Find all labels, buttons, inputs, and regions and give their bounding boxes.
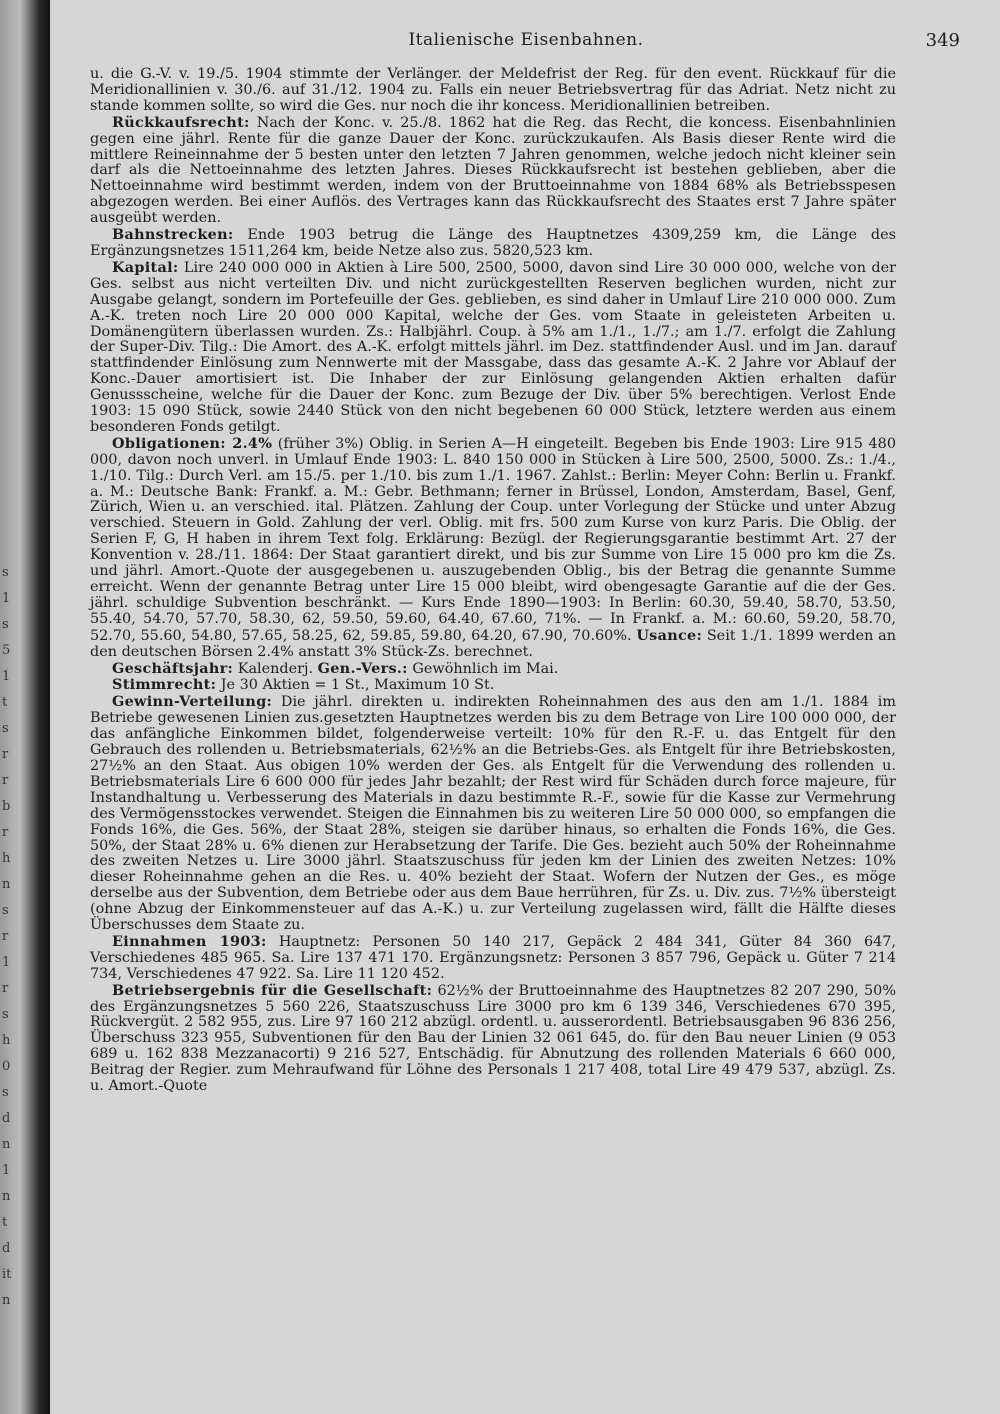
page-header — [92, 30, 960, 54]
paragraph-einnahmen: Einnahmen 1903: Hauptnetz: Personen 50 140 217, Gepäck 2 484 341, Güter 84 360 647, Verschiedenes 485 965. Sa. Lire 137 471 170. Ergänzungsnetz: Personen 3 857 796, Gepäck u. Güter 7 214 734, Verschiedenes 47 922. Sa. Lire 11 120 452. — [90, 932, 896, 982]
margin-fragment: it — [2, 1267, 12, 1282]
margin-fragment: s — [2, 721, 9, 736]
margin-fragment: 1 — [2, 1163, 11, 1178]
paragraph-gewinn-verteilung: Gewinn-Verteilung: Die jährl. direkten u. indirekten Roheinnahmen des aus den am 1./1. 1884 im Betriebe gewesenen Linien zus.gesetzten Hauptnetzes werden bis zu dem Betrage von Lire 100 000 000, der das anfängliche Einkommen bildet, folgenderweise verteilt: 10% für den R.-F. u. das Entgelt für den Gebrauch des rollenden u. Betriebsmaterials, 62½% an die Betriebs-Ges. als Entgelt für ihre Betriebskosten, 27½% an den Staat. Aus obigen 10% werden der Ges. als Entgelt für die Verwendung des rollenden u. Betriebsmaterials Lire 6 600 000 für jedes Jahr bezahlt; der Rest wird für Schäden durch force majeure, für Instandhaltung u. Verbesserung des Materials in dazu bestimmte R.-F., sowie für die Kasse zur Vermehrung des Vermögensstockes verwendet. Steigen die Einnahmen bis zu weiteren Lire 50 000 000, so empfangen die Fonds 16%, die Ges. 56%, der Staat 28%, steigen sie darüber hinaus, so erhalten die Fonds 16%, die Ges. 50%, der Staat 28% u. 6% dienen zur Herabsetzung der Tarife. Die Ges. bezieht auch 50% der Roheinnahme des zweiten Netzes u. Lire 3000 jährl. Staatszuschuss für jeden km der Linien des zweiten Netzes: 10% dieser Roheinnahme gehen an die Res. u. 40% bezieht der Staat. Wofern der Nutzen der Ges., es möge derselbe aus der Subvention, dem Betriebe oder aus dem Baue herrühren, für Zs. u. Div. zus. 7½% übersteigt (ohne Abzug der Einkommensteuer auf das A.-K.) u. zur Verteilung zugelassen wird, fällt die Hälfte dieses Überschusses dem Staate zu. — [90, 693, 896, 934]
margin-fragment: n — [2, 1137, 11, 1152]
paragraph-bahnstrecken: Bahnstrecken: Ende 1903 betrug die Länge des Hauptnetzes 4309,259 km, die Länge des Ergänzungsnetzes 1511,264 km, beide Netze also zus. 5820,523 km. — [90, 226, 896, 259]
page-number: 349 — [925, 30, 960, 51]
margin-fragment: s — [2, 1085, 9, 1100]
margin-fragment: h — [2, 1033, 11, 1048]
paragraph-rueckkaufsrecht: Rückkaufsrecht: Nach der Konc. v. 25./8. 1862 hat die Reg. das Recht, die koncess. Eisenbahnlinien gegen eine jährl. Rente für die ganze Dauer der Konc. zurückzukaufen. Als Basis dieser Rente wird die mittlere Reineinnahme der 5 besten unter den letzten 7 Jahren genommen, welche jedoch nicht kleiner sein darf als die Nettoeinnahme des letzten Jahres. Dieses Rückkaufsrecht ist bestehen geblieben, aber die Nettoeinnahme wird bestimmt werden, indem von der Bruttoeinnahme von 1884 68% als Betriebsspesen abgezogen werden. Bei einer Auflös. des Vertrages kann das Rückkaufsrecht des Staates erst 7 Jahre später ausgeübt werden. — [90, 113, 896, 227]
margin-fragment: n — [2, 1293, 11, 1308]
body-text — [90, 66, 896, 1095]
section-label: Obligationen: 2.4% — [112, 434, 273, 452]
margin-fragment: n — [2, 877, 11, 892]
margin-fragment: r — [2, 747, 9, 762]
section-label: Bahnstrecken: — [112, 226, 234, 244]
paragraph-kapital: Kapital: Lire 240 000 000 in Aktien à Lire 500, 2500, 5000, davon sind Lire 30 000 000, welche von der Ges. selbst aus nicht verteilten Div. und nicht zurückgestellten Reserven beglichen wurden, nicht zur Ausgabe gelangt, sondern im Portefeuille der Ges. geblieben, es sind daher in Umlauf Lire 210 000 000. Zum A.-K. treten noch Lire 20 000 000 Kapital, welche der Ges. vom Staate in geleisteten Arbeiten u. Domänengütern überlassen wurden. Zs.: Halbjährl. Coup. à 5% am 1./1., 1./7.; am 1./7. erfolgt die Zahlung der Super-Div. Tilg.: Die Amort. des A.-K. erfolgt mittels jährl. im Dez. stattfindender Ausl. und im Jan. darauf stattfindender Einlösung zum Nennwerte mit der Massgabe, dass das gesamte A.-K. 2 Jahre vor Ablauf der Konc.-Dauer amortisiert ist. Die Inhaber der zur Einlösung gelangenden Aktien erhalten dafür Genussscheine, welche für die Dauer der Konc. zum Bezuge der Div. über 5% berechtigen. Verlost Ende 1903: 15 090 Stück, sowie 2440 Stück von den nicht begebenen 60 000 Stück, letztere werden aus einem besonderen Fonds getilgt. — [90, 258, 896, 435]
section-label: Gewinn-Verteilung: — [112, 693, 273, 711]
section-label: Stimmrecht: — [112, 676, 217, 694]
running-title: Italienische Eisenbahnen. — [408, 30, 644, 50]
margin-fragment: s — [2, 1007, 9, 1022]
margin-fragment: n — [2, 1189, 11, 1204]
margin-fragment: d — [2, 1241, 11, 1256]
section-label: Gen.-Vers.: — [317, 659, 408, 677]
section-label: Einnahmen 1903: — [112, 932, 267, 950]
margin-fragment: t — [2, 695, 8, 710]
margin-fragment: s — [2, 617, 9, 632]
margin-fragment: r — [2, 981, 9, 996]
margin-fragment: d — [2, 1111, 11, 1126]
margin-fragment: r — [2, 825, 9, 840]
margin-fragment: h — [2, 851, 11, 866]
facing-page-margin-fragments — [2, 560, 22, 1314]
margin-fragment: 1 — [2, 591, 11, 606]
section-label: Kapital: — [112, 258, 179, 276]
margin-fragment: t — [2, 1215, 8, 1230]
margin-fragment: 5 — [2, 643, 11, 658]
margin-fragment: b — [2, 799, 11, 814]
margin-fragment: s — [2, 903, 9, 918]
margin-fragment: 1 — [2, 669, 11, 684]
margin-fragment: 1 — [2, 955, 11, 970]
paragraph-betriebsergebnis: Betriebsergebnis für die Gesellschaft: 62½% der Bruttoeinnahme des Hauptnetzes 82 207 290, 50% des Ergänzungsnetzes 5 560 226, Staatszuschuss Lire 3000 pro km 6 139 346, Verschiedenes 670 395, Rückvergüt. 2 582 955, zus. Lire 97 160 212 abzügl. ordentl. u. ausserordentl. Betriebsausgaben 96 836 256, Überschuss 323 955, Subventionen für den Bau der Linien 32 061 645, do. für den Bau neuer Linien (9 053 689 u. 162 838 Mezzanacorti) 9 216 527, Entschädig. für Abnutzung des rollenden Materials 6 660 000, Beitrag der Regier. zum Mehraufwand für Löhne des Personals 1 217 408, total Lire 49 479 537, abzügl. Zs. u. Amort.-Quote — [90, 981, 896, 1095]
section-label: Betriebsergebnis für die Gesellschaft: — [112, 981, 433, 999]
section-label: Usance: — [636, 626, 703, 644]
margin-fragment: s — [2, 565, 9, 580]
paragraph-obligationen: Obligationen: 2.4% (früher 3%) Oblig. in Serien A—H eingeteilt. Begeben bis Ende 1903: Lire 915 480 000, davon noch unverl. in Umlauf Ende 1903: L. 840 150 000 in Stücken à Lire 500, 2500, 5000. Zs.: 1./4., 1./10. Tilg.: Durch Verl. am 15./5. per 1./10. bis zum 1./1. 1967. Zahlst.: Berlin: Meyer Cohn: Berlin u. Frankf. a. M.: Deutsche Bank: Frankf. a. M.: Gebr. Bethmann; ferner in Brüssel, London, Amsterdam, Basel, Genf, Zürich, Wien u. an verschied. ital. Plätzen. Zahlung der Coup. unter Vorlegung der Stücke und unter Abzug verschied. Steuern in Gold. Zahlung der verl. Oblig. mit frs. 500 zum Kurse von kurz Paris. Die Oblig. der Serien F, G, H haben in ihrem Text folg. Erklärung: Bezügl. der Regierungsgarantie bestimmt Art. 27 der Konvention v. 28./11. 1864: Der Staat garantiert direkt, und bis zur Summe von Lire 15 000 pro km die Zs. und jährl. Amort.-Quote der ausgegebenen u. auszugebenden Oblig., bis der Betrag die genannte Summe erreicht. Wenn der genannte Betrag unter Lire 15 000 bleibt, wird obengesagte Garantie auf die der Ges. jährl. schuldige Subvention beschränkt. — Kurs Ende 1890—1903: In Berlin: 60.30, 59.40, 58.70, 53.50, 55.40, 54.70, 57.70, 58.30, 62, 59.50, 59.60, 64.40, 67.60, 71%. — In Frankf. a. M.: 60.60, 59.20, 58.70, 52.70, 55.60, 54.80, 57.65, 58.25, 62, 59.85, 59.80, 64.20, 67.90, 70.60%. Usance: Seit 1./1. 1899 werden an den deutschen Börsen 2.4% anstatt 3% Stück-Zs. berechnet. — [90, 434, 896, 660]
margin-fragment: r — [2, 773, 9, 788]
section-label: Geschäftsjahr: — [112, 659, 234, 677]
margin-fragment: 0 — [2, 1059, 11, 1074]
margin-fragment: r — [2, 929, 9, 944]
paragraph-stimmrecht: Stimmrecht: Je 30 Aktien = 1 St., Maximum 10 St. — [112, 676, 495, 694]
document-page — [52, 0, 1000, 1414]
paragraph-meldefrist: u. die G.-V. v. 19./5. 1904 stimmte der Verlänger. der Meldefrist der Reg. für den event. Rückkauf für die Meridionallinien v. 30./6. auf 31./12. 1904 zu. Falls ein neuer Betriebsvertrag für das Adriat. Netz nicht zu stande kommen sollte, so wird die Ges. nur noch die ihr koncess. Meridionallinien betreiben. — [90, 66, 896, 114]
paragraph-geschaeftsjahr: Geschäftsjahr: Kalenderj. Gen.-Vers.: Gewöhnlich im Mai. — [112, 659, 559, 677]
section-label: Rückkaufsrecht: — [112, 113, 250, 131]
